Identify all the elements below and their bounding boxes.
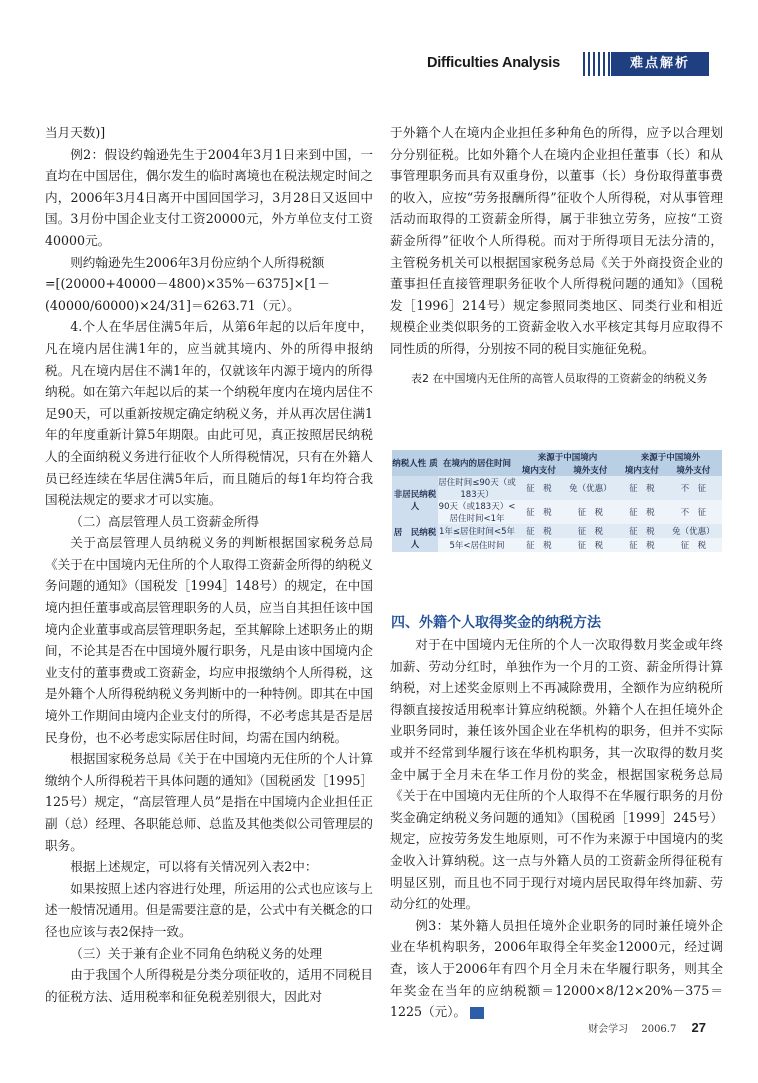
group-label: 居 民纳税人 xyxy=(392,524,438,552)
section-heading: 四、外籍个人取得奖金的纳税方法 xyxy=(391,615,601,631)
table-cell: 征 税 xyxy=(619,500,665,524)
subsection-heading: （三）关于兼有企业不同角色纳税义务的处理 xyxy=(70,945,323,961)
table-cell: 征 税 xyxy=(665,538,722,552)
table-cell: 征 税 xyxy=(619,538,665,552)
group-label: 非居民纳税人 xyxy=(392,476,438,524)
tax-obligation-table xyxy=(392,450,722,582)
journal-name: 财会学习 xyxy=(588,1024,629,1035)
subsection-heading: （二）高层管理人员工资薪金所得 xyxy=(70,513,260,529)
paragraph: 例2：假设约翰逊先生于2004年3月1日来到中国，一直均在中国居住，偶尔发生的临时离境也在税法规定时间之内，2006年3月4日离开中国回国学习，3月28日又返回中国。3月份中国企业支付工资20000元，外方单位支付工资40000元。 xyxy=(45,146,373,248)
th-residence-time: 在境内的居住时间 xyxy=(438,450,516,476)
table-cell: 征 税 xyxy=(516,524,562,538)
residence-time-cell: 90天（或183天）<居住时间<1年 xyxy=(438,502,516,524)
table-cell: 征 税 xyxy=(516,476,562,500)
table-cell: 征 税 xyxy=(619,476,665,500)
paragraph: 当月天数)] xyxy=(45,125,106,140)
table-cell: 征 税 xyxy=(516,500,562,524)
right-column-bottom xyxy=(390,634,723,1023)
page-header xyxy=(0,0,758,71)
th-sub: 境外支付 xyxy=(562,463,619,476)
table-title: 表2 在中国境内无住所的高管人员取得的工资薪金的纳税义务 xyxy=(411,372,708,385)
table-cell: 不 征 xyxy=(665,476,722,500)
paragraph: =[(20000+40000－4800)×35%－6375]×[1－(40000/60000)×24/31]＝6263.71（元）。 xyxy=(45,276,330,313)
table-cell: 征 税 xyxy=(562,538,619,552)
residence-time-cell: 1年≤居住时间<5年 xyxy=(438,524,516,538)
residence-time-cell: 5年<居住时间 xyxy=(438,538,516,552)
table-cell: 免（优惠） xyxy=(665,524,722,538)
residence-time-cell: 居住时间≤90天（或183天） xyxy=(438,478,516,500)
paragraph: 由于我国个人所得税是分类分项征收的，适用不同税目的征税方法、适用税率和征免税差别很大，因此对 xyxy=(45,967,373,1004)
paragraph: 关于高层管理人员纳税义务的判断根据国家税务总局《关于在中国境内无住所的个人取得工资薪金所得的纳税义务问题的通知》（国税发［1994］148号）的规定，在中国境内担任董事或高层管理职务的人员，应当自其担任该中国境内企业董事或高层管理职务起，至其解除上述职务止的期间，不论其是否在中国境外履行职务，凡是由该中国境内企业支付的董事费或工资薪金，均应申报缴纳个人所得税，这是外籍个人所得税纳税义务判断中的一种特例。即其在中国境外工作期间由境内企业支付的所得，不必考虑其是否是居民身份，也不必考虑实际居住时间，均需在国内纳税。 xyxy=(45,535,373,745)
paragraph: 则约翰逊先生2006年3月份应纳个人所得税额 xyxy=(70,254,325,270)
header-section-tag: 难点解析 xyxy=(611,52,709,76)
paragraph: 对于在中国境内无住所的个人一次取得数月奖金或年终加薪、劳动分红时，单独作为一个月的工资、薪金所得计算纳税，对上述奖金原则上不再减除费用，全额作为应纳税所得额直接按适用税率计算应纳税额。外籍个人在担任境外企业职务同时，兼任该外国企业在华机构的职务，但并不实际或并不经常到华履行该在华机构职务，其一次取得的数月奖金中属于全月未在华工作月份的奖金，根据国家税务总局《关于在中国境内无住所的个人取得不在华履行职务的月份奖金确定纳税义务问题的通知》（国税函［1999］245号）规定，应按劳务发生地原则，可不作为来源于中国境内的奖金收入计算纳税。这一点与外籍人员的工资薪金所得征税有明显区别，而且也不同于现行对境内居民取得年终加薪、劳动分红的处理。 xyxy=(390,637,723,912)
header-english-title: Difficulties Analysis xyxy=(426,55,560,71)
table-cell: 征 税 xyxy=(619,524,665,538)
paragraph: 根据国家税务总局《关于在中国境内无住所的个人计算缴纳个人所得税若干具体问题的通知》（国税函发［1995］125号）规定，“高层管理人员”是指在中国境内企业担任正副（总）经理、各职能总师、总监及其他类似公司管理层的职务。 xyxy=(45,751,374,853)
paragraph: 4.个人在华居住满5年后，从第6年起的以后年度中，凡在境内居住满1年的，应当就其境内、外的所得申报纳税。凡在境内居住不满1年的，仅就该年内源于境内的所得纳税。如在第六年起以后的某一个纳税年度内在境内居住不足90天，可以重新按规定确定纳税义务，并从再次居住满1年的年度重新计算5年期限。由此可见，真正按照居民纳税人的全面纳税义务进行征收个人所得税情况，只有在外籍人员已经连续在华居住满5年后，而且随后的每1年均符合我国税法规定的要求才可以实施。 xyxy=(45,319,373,508)
th-taxpayer: 纳税人性 质 xyxy=(392,450,438,476)
table-cell: 免（优惠） xyxy=(562,476,619,500)
page-footer xyxy=(588,1020,706,1035)
right-column-top xyxy=(390,122,723,360)
left-column xyxy=(45,122,373,1007)
paragraph: 例3：某外籍人员担任境外企业职务的同时兼任境外企业在华机构职务，2006年取得全年奖金12000元，经过调查，该人于2006年有四个月全月未在华履行职务，则其全年奖金在当年的应纳税额＝12000×8/12×20%－375＝1225（元）。 xyxy=(390,917,723,1020)
header-stripes-decoration xyxy=(583,52,610,76)
table-cell: 征 税 xyxy=(562,524,619,538)
issue-number: 2006.7 xyxy=(641,1024,677,1035)
th-sub: 境外支付 xyxy=(665,463,722,476)
table-cell: 征 税 xyxy=(516,538,562,552)
table-cell: 征 税 xyxy=(562,500,619,524)
paragraph: 根据上述规定，可以将有关情况列入表2中： xyxy=(70,859,318,875)
article-end-icon xyxy=(470,1007,484,1019)
page-number: 27 xyxy=(691,1020,706,1035)
th-sub: 境内支付 xyxy=(619,463,665,476)
paragraph: 于外籍个人在境内企业担任多种角色的所得，应予以合理划分分别征税。比如外籍个人在境内企业担任董事（长）和从事管理职务而具有双重身份，以董事（长）身份取得董事费的收入，应按“劳务报酬所得”征收个人所得税，对从事管理活动而取得的工资薪金所得，属于非独立劳务，应按“工资薪金所得”征收个人所得税。而对于所得项目无法分清的，主管税务机关可以根据国家税务总局《关于外商投资企业的董事担任直接管理职务征收个人所得税问题的通知》（国税发［1996］214号）规定参照同类地区、同类行业和相近规模企业类似职务的工资薪金收入水平核定其每月应取得不同性质的所得，分别按不同的税目实施征免税。 xyxy=(390,125,723,356)
th-domestic-source: 来源于中国境内 xyxy=(516,450,619,463)
table-cell: 不 征 xyxy=(665,500,722,524)
th-sub: 境内支付 xyxy=(516,463,562,476)
paragraph: 如果按照上述内容进行处理，所运用的公式也应该与上述一般情况通用。但是需要注意的是，公式中有关概念的口径也应该与表2保持一致。 xyxy=(45,880,373,939)
th-foreign-source: 来源于中国境外 xyxy=(619,450,722,463)
